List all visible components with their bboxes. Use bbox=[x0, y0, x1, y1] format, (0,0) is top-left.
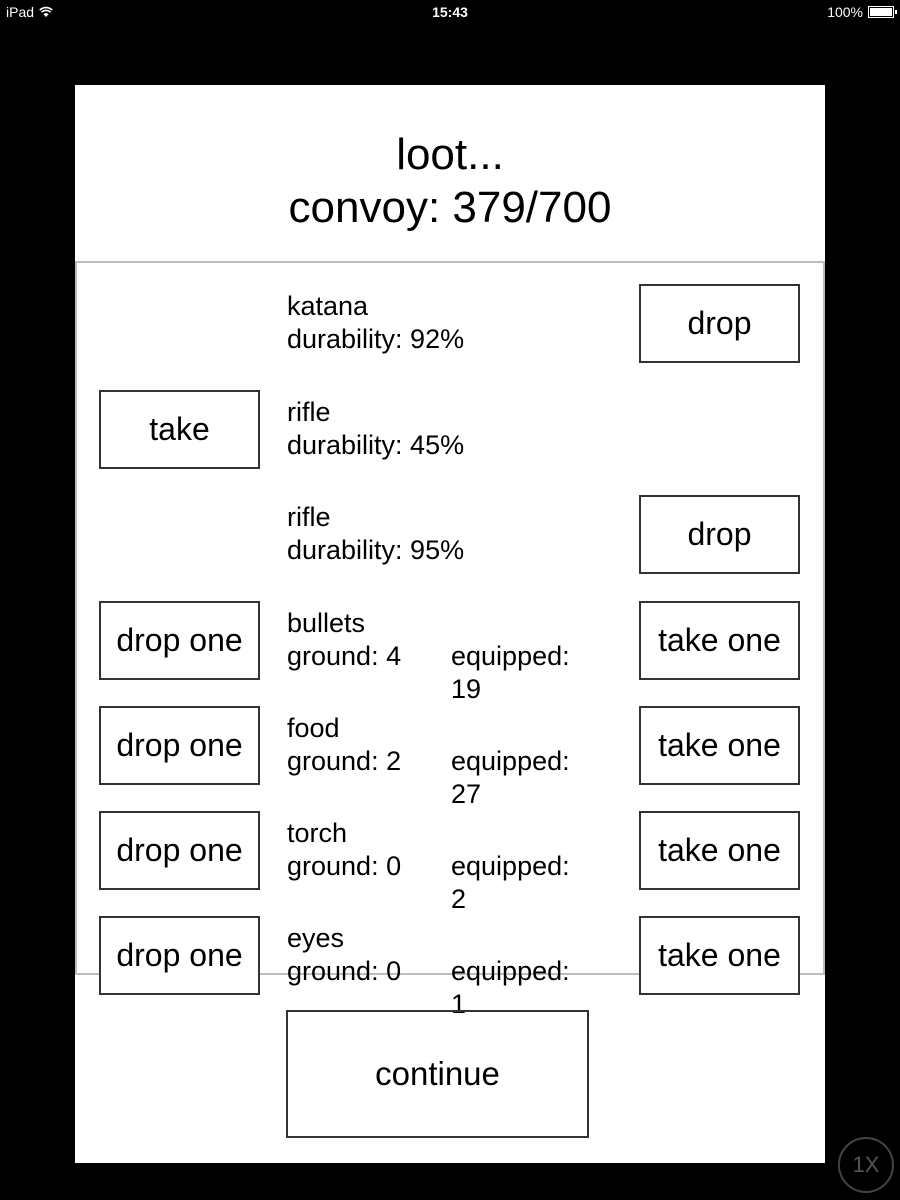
status-bar bbox=[0, 0, 900, 24]
status-right bbox=[827, 4, 894, 20]
item-info bbox=[287, 607, 570, 704]
continue-button[interactable]: continue bbox=[286, 1010, 589, 1138]
item-name: rifle bbox=[287, 502, 331, 532]
loot-list[interactable] bbox=[75, 261, 825, 1019]
item-durability: durability: 95% bbox=[287, 535, 465, 565]
item-name: rifle bbox=[287, 397, 331, 427]
list-item bbox=[77, 495, 823, 577]
equipped-count: equipped: 19 bbox=[451, 641, 570, 704]
take-one-button[interactable]: take one bbox=[639, 811, 800, 890]
item-counts bbox=[287, 955, 570, 1019]
item-info bbox=[287, 817, 570, 914]
item-name: food bbox=[287, 713, 340, 743]
ground-count: ground: 0 bbox=[287, 956, 402, 986]
list-item bbox=[77, 601, 823, 704]
item-durability: durability: 92% bbox=[287, 324, 465, 354]
equipped-count: equipped: 2 bbox=[451, 851, 570, 914]
item-info bbox=[287, 290, 464, 356]
item-name: bullets bbox=[287, 608, 366, 638]
item-counts bbox=[287, 640, 570, 704]
battery-percent: 100% bbox=[827, 4, 863, 20]
battery-icon bbox=[868, 6, 894, 18]
drop-one-button[interactable]: drop one bbox=[99, 916, 260, 995]
list-item bbox=[77, 916, 823, 1019]
loot-header bbox=[75, 85, 825, 261]
loot-panel bbox=[75, 85, 825, 1163]
drop-one-button[interactable]: drop one bbox=[99, 601, 260, 680]
item-info bbox=[287, 501, 464, 567]
equipped-count: equipped: 27 bbox=[451, 746, 570, 809]
device-name: iPad bbox=[6, 4, 35, 20]
equipped-count: equipped: 1 bbox=[451, 956, 570, 1019]
drop-one-button[interactable]: drop one bbox=[99, 706, 260, 785]
item-name: eyes bbox=[287, 923, 345, 953]
drop-one-button[interactable]: drop one bbox=[99, 811, 260, 890]
status-time: 15:43 bbox=[432, 4, 468, 20]
page-title: loot... bbox=[396, 130, 504, 179]
item-name: katana bbox=[287, 291, 369, 321]
list-item bbox=[77, 390, 823, 472]
drop-button[interactable]: drop bbox=[639, 495, 800, 574]
item-counts bbox=[287, 850, 570, 914]
take-button[interactable]: take bbox=[99, 390, 260, 469]
list-item bbox=[77, 811, 823, 914]
item-info bbox=[287, 712, 570, 809]
item-counts bbox=[287, 745, 570, 809]
list-item bbox=[77, 284, 823, 366]
zoom-toggle-button[interactable]: 1X bbox=[838, 1137, 894, 1193]
take-one-button[interactable]: take one bbox=[639, 601, 800, 680]
ground-count: ground: 2 bbox=[287, 746, 402, 776]
take-one-button[interactable]: take one bbox=[639, 706, 800, 785]
drop-button[interactable]: drop bbox=[639, 284, 800, 363]
item-info bbox=[287, 922, 570, 1019]
ground-count: ground: 4 bbox=[287, 641, 402, 671]
list-item bbox=[77, 706, 823, 809]
item-name: torch bbox=[287, 818, 348, 848]
convoy-capacity: convoy: 379/700 bbox=[288, 183, 612, 232]
item-durability: durability: 45% bbox=[287, 430, 465, 460]
item-info bbox=[287, 396, 464, 462]
take-one-button[interactable]: take one bbox=[639, 916, 800, 995]
ground-count: ground: 0 bbox=[287, 851, 402, 881]
